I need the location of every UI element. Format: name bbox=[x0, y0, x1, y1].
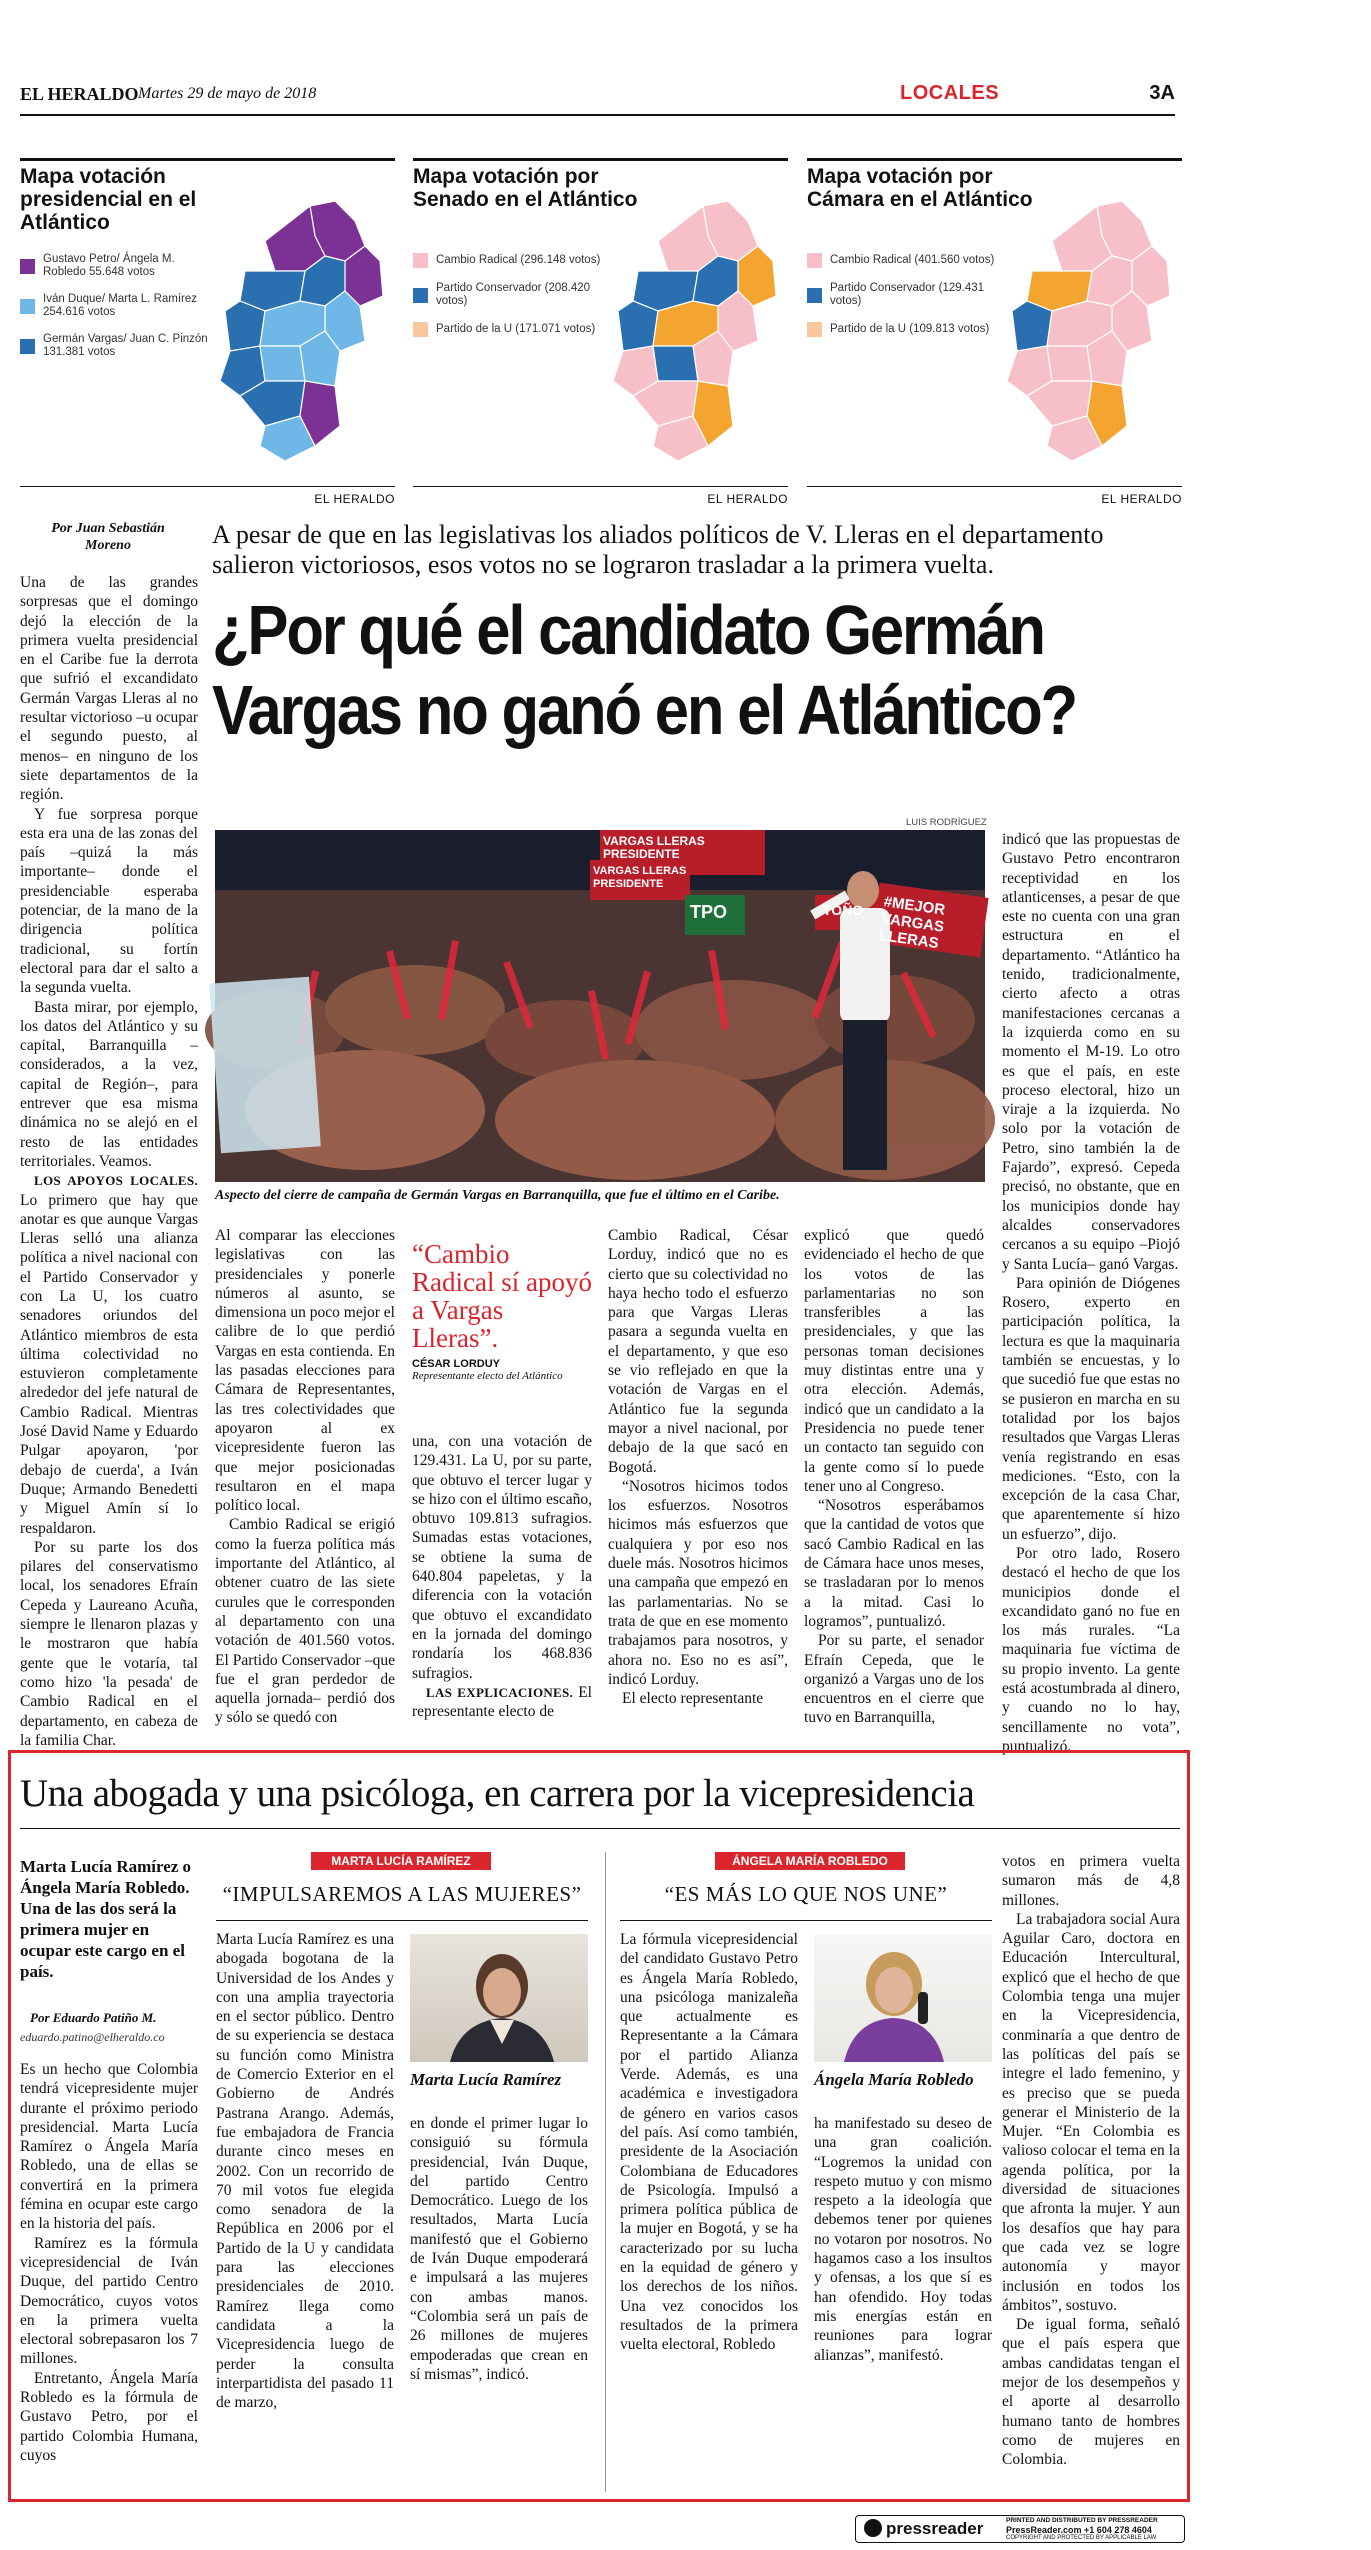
ramirez-photo bbox=[410, 1934, 588, 2062]
article-deck: A pesar de que en las legislativas los aliados políticos de V. Lleras en el departamento salieron victoriosos, esos votos no se lograron trasladar a la primera vuelta. bbox=[212, 520, 1104, 579]
atlantico-map bbox=[598, 201, 783, 466]
profile-robledo bbox=[620, 1852, 992, 2492]
profile-quote: “ES MÁS LO QUE NOS UNE” bbox=[664, 1882, 948, 1906]
municipality-region bbox=[653, 346, 698, 381]
paragraph: La trabajadora social Aura Aguilar Caro, doctora en Educación Intercultural, explicó que el hecho de que Colombia tenga una mujer en la Vicepresidencia, conminaría a que dentro de las políticas del país se integre el lado femenino, y es preciso que se pueda generar el Ministerio de la Mujer. “En Colombia es valioso colocar el tema en la agenda política, por la diversidad de situaciones que afronta la mujer. Y aun los desafíos que hay para que cada vez se logre autonomía y mayor inclusión en todos los ámbitos”, sostuvo. bbox=[1002, 1910, 1180, 2314]
newspaper-name: EL HERALDO bbox=[20, 84, 139, 104]
lead-in: LOS APOYOS LOCALES. bbox=[34, 1173, 198, 1189]
paragraph: Para opinión de Diógenes Rosero, experto en participación política, la lectura es que la maquinaria también se encuestas, y lo que sucedió fue que estas no se pusieron en marcha en su totalidad por los bajos resultados que Vargas Lleras venía registrando en esas mediciones. “Esto, con la excepción de la casa Char, que aparentemente sí hizo un esfuerzo”, dijo. bbox=[1002, 1274, 1180, 1543]
paragraph: Basta mirar, por ejemplo, los datos del Atlántico y su capital, Barranquilla –considerados, a la vez, capital de Región–, para entrever que esa misma dinámica no se alejó en el resto de las entidades territoriales. Veamos. bbox=[20, 998, 198, 1170]
paragraph: Por su parte los dos pilares del conservatismo local, los senadores Efraín Cepeda y Laureano Acuña, siempre le llenaron plazas y le mostraron que había gente que le votaría, tal como hizo 'la pesada' de Cambio Radical en el departamento, en cabeza de la familia Char. bbox=[20, 1538, 198, 1749]
photo-sign-4: TPO bbox=[690, 902, 728, 922]
pressreader-line1: PRINTED AND DISTRIBUTED BY PRESSREADER bbox=[1006, 2517, 1158, 2524]
legend-item bbox=[413, 253, 603, 268]
article2-deck: Marta Lucía Ramírez o Ángela María Robledo. Una de las dos será la primera mujer en ocupar este cargo en el país. bbox=[20, 1857, 192, 1981]
paragraph: LAS EXPLICACIONES. El representante electo de bbox=[412, 1683, 592, 1721]
byline: Por Juan Sebastián Moreno bbox=[51, 521, 165, 553]
pullquote bbox=[412, 1240, 592, 1382]
legend-label: Germán Vargas/ Juan C. Pinzón 131.381 votos bbox=[43, 333, 208, 358]
legend-swatch bbox=[807, 322, 822, 337]
profile-text-a: Marta Lucía Ramírez es una abogada bogotana de la Universidad de los Andes y con una amplia trayectoria en el sector público. Dentro de su experiencia se destaca su función como Ministra de Comercio Exterior en el Gobierno de Andrés Pastrana Arango. Además, fue embajadora de Francia durante cinco meses en 2002. Con un recorrido de 70 mil votos fue elegida como senadora de la República en 2006 por el Partido de la U y candidata para las elecciones presidenciales de 2010. Ramírez llega como candidata a la Vicepresidencia luego de perder la consulta interpartidista del pasado 11 de marzo, bbox=[216, 1931, 394, 2412]
legend-item bbox=[807, 253, 997, 268]
article2-byline: Por Eduardo Patiño M. bbox=[30, 2010, 157, 2025]
map-credit: EL HERALDO bbox=[1101, 492, 1182, 506]
legend-item bbox=[20, 293, 210, 319]
article2-col-left bbox=[20, 2060, 198, 2490]
legend-item bbox=[807, 282, 997, 308]
rule bbox=[216, 1920, 588, 1921]
paragraph: “Nosotros hicimos todos los esfuerzos. Nosotros hicimos más esfuerzos que cualquiera y por eso nos duele más. Nosotros hicimos una campaña que empezó en las parlamentarias. No se trata de que en ese momento trabajamos para nosotros, y ahora no. Eso no es así”, indicó Lorduy. bbox=[608, 1477, 788, 1688]
legend-swatch bbox=[413, 322, 428, 337]
paragraph: De igual forma, señaló que el país espera que ambas candidatas tengan el mejor de los desempeños y el aporte al desarrollo humano tanto de hombres como de mujeres en Colombia. bbox=[1002, 2316, 1180, 2469]
article2-email: eduardo.patino@elheraldo.co bbox=[20, 2030, 165, 2044]
section-label: LOCALES bbox=[900, 82, 1000, 104]
article2-col-right bbox=[1002, 1852, 1180, 2492]
photo-caption: Aspecto del cierre de campaña de Germán Vargas en Barranquilla, que fue el último en el Caribe. bbox=[215, 1188, 780, 1203]
profile-text-b: en donde el primer lugar lo consiguió su fórmula presidencial, Iván Duque, del partido Centro Democrático. Luego de los resultados, Marta Lucía manifestó que el Gobierno de Iván Duque empoderará e impulsará a las mujeres con ambas manos. “Colombia será un país de 26 millones de mujeres empoderadas que crean en sí mismas”, indicó. bbox=[410, 2115, 588, 2383]
pressreader-line2: PressReader.com +1 604 278 4604 bbox=[1006, 2525, 1152, 2535]
pullquote-name: CÉSAR LORDUY bbox=[412, 1358, 501, 1370]
municipality-region bbox=[618, 301, 658, 351]
pressreader-line3: COPYRIGHT AND PROTECTED BY APPLICABLE LAW bbox=[1006, 2535, 1157, 2541]
rule bbox=[20, 1828, 1180, 1829]
paragraph: una, con una votación de 129.431. La U, por su parte, que obtuvo el tercer lugar y se hizo con el último escaño, obtuvo 109.813 sufragios. Sumadas estas votaciones, se obtiene la suma de 640.804 papeletas, y la diferencia con la votación que obtuvo el excandidato en la jornada del domingo rondaría los 468.836 sufragios. bbox=[412, 1433, 592, 1682]
rule bbox=[620, 1920, 992, 1921]
page-number: 3A bbox=[1149, 82, 1175, 104]
map-title: Mapa votación por Senado en el Atlántico bbox=[413, 165, 638, 211]
lead-in: LAS EXPLICACIONES. bbox=[426, 1684, 579, 1700]
atlantico-map bbox=[205, 201, 390, 466]
legend-label: Partido de la U (109.813 votos) bbox=[830, 323, 990, 335]
article-headline: ¿Por qué el candidato Germán Vargas no ganó en el Atlántico? bbox=[212, 591, 1076, 749]
photo-sign-1: VARGAS LLERAS PRESIDENTE bbox=[603, 834, 705, 861]
map-panel bbox=[807, 158, 1182, 506]
paragraph: Y fue sorpresa porque esta era una de las zonas del país –quizá la más importante– donde el presidenciable esperaba potenciar, de la mano de la dirigencia política tradicional, su fortín electoral para dar el salto a la segunda vuelta. bbox=[20, 805, 198, 997]
paragraph: Entretanto, Ángela María Robledo es la fórmula de Gustavo Petro, por el partido Colombia Humana, cuyos bbox=[20, 2369, 198, 2464]
photo-sign-2: VARGAS LLERAS PRESIDENTE bbox=[593, 865, 687, 890]
paragraph: votos en primera vuelta sumaron más de 4,8 millones. bbox=[1002, 1853, 1180, 1909]
article1-col-2 bbox=[215, 1226, 395, 1726]
paragraph: explicó que quedó evidenciado el hecho de que los votos de las parlamentarias no son transferibles a las presidenciales, y que las personas toman decisiones muy distintas entre una y otra elección. Además, indicó que un candidato a la Presidencia no puede tener un contacto tan seguido con la gente como sí lo puede tener uno al Congreso. bbox=[804, 1227, 984, 1495]
legend-swatch bbox=[20, 299, 35, 314]
paragraph: Al comparar las elecciones legislativas con las presidenciales y ponerle números al asunto, se dimensiona un poco mejor el calibre de lo que perdió Vargas en esta contienda. En las pasadas elecciones para Cámara de Representantes, las tres colectividades que apoyaron al ex vicepresidente fueron las que mejor posicionadas resultaron en el mapa político local. bbox=[215, 1227, 395, 1515]
photo-name: Marta Lucía Ramírez bbox=[410, 2070, 562, 2089]
legend-swatch bbox=[20, 339, 35, 354]
legend-label: Partido Conservador (208.420 votos) bbox=[436, 282, 591, 307]
legend-item bbox=[807, 322, 997, 337]
paragraph: Cambio Radical, César Lorduy, indicó que no es cierto que su colectividad no haya hecho todo el esfuerzo para que Vargas Lleras pasara a segunda vuelta en el departamento, y que eso se vio reflejado en que la votación de Vargas en el Atlántico fue la segunda mayor a nivel nacional, por debajo de la que sacó en Bogotá. bbox=[608, 1227, 788, 1476]
legend-label: Cambio Radical (401.560 votos) bbox=[830, 254, 995, 266]
legend-label: Gustavo Petro/ Ángela M. Robledo 55.648 votos bbox=[43, 253, 175, 278]
paragraph: LOS APOYOS LOCALES. Lo primero que hay que anotar es que aunque Vargas Lleras selló una alianza política a nivel nacional con el Partido Conservador y con La U, los cuatro senadores oriundos del Atlántico miembros de esta última colectividad no estuvieron completamente alrededor del jefe natural de Cambio Radical. Mientras José David Name y Eduardo Pulgar apoyaron, 'por debajo de cuerda', a Iván Duque; Armando Benedetti y Miguel Amín sí lo respaldaron. bbox=[20, 1173, 198, 1537]
article2-headline: Una abogada y una psicóloga, en carrera por la vicepresidencia bbox=[20, 1772, 975, 1815]
legend-item bbox=[413, 282, 603, 308]
article1-col-4 bbox=[608, 1226, 788, 1726]
map-title: Mapa votación presidencial en el Atlántico bbox=[20, 165, 197, 234]
map-legend bbox=[20, 253, 210, 373]
paragraph: Una de las grandes sorpresas que el domingo dejó la elección de la primera vuelta presidencial en el Caribe fue la derrota que sufrió el excandidato Germán Vargas Lleras al no resultar victorioso –u ocupar el segundo puesto, al menos– en ninguno de los siete departamentos de la región. bbox=[20, 574, 198, 804]
profile-tag: MARTA LUCÍA RAMÍREZ bbox=[311, 1852, 491, 1870]
pullquote-role: Representante electo del Atlántico bbox=[412, 1370, 563, 1382]
issue-date: Martes 29 de mayo de 2018 bbox=[138, 85, 317, 102]
paragraph: Por otro lado, Rosero destacó el hecho de que los municipios donde el excandidato ganó no fue en los más rurales. “La maquinaria fue víctima de su propio invento. La gente está acostumbrada al dinero, y cuando no lo hay, sencillamente no vota”, puntualizó. bbox=[1002, 1544, 1180, 1755]
profile-text-a: La fórmula vicepresidencial del candidato Gustavo Petro es Ángela María Robledo, una psicóloga manizaleña que actualmente es Representante a la Cámara por el partido Alianza Verde. Además, es una académica e investigadora de género en varios casos del país. Así como también, presidente de la Asociación Colombiana de Educadores de Psicología. Impulsó a primera política pública de la mujer en Bogotá, y se ha caracterizado por su lucha en la equidad de género y los derechos de los niños. Una vez conocidos los resultados de la primera vuelta electoral, Robledo bbox=[620, 1931, 798, 2354]
legend-swatch bbox=[413, 288, 428, 303]
map-title: Mapa votación por Cámara en el Atlántico bbox=[807, 165, 1033, 211]
legend-label: Iván Duque/ Marta L. Ramírez 254.616 votos bbox=[43, 293, 198, 318]
profile-quote: “IMPULSAREMOS A LAS MUJERES” bbox=[222, 1882, 582, 1906]
article1-col-5 bbox=[804, 1226, 984, 1726]
pressreader-logo-icon bbox=[864, 2519, 882, 2537]
profile-tag: ÁNGELA MARÍA ROBLEDO bbox=[715, 1852, 905, 1870]
municipality-region bbox=[225, 301, 265, 351]
profile-ramirez bbox=[216, 1852, 588, 2492]
column-divider bbox=[605, 1852, 606, 2492]
photo-sign-3: TOÑO bbox=[823, 902, 864, 918]
pressreader-footer bbox=[855, 2515, 1185, 2543]
pullquote-text: “Cambio Radical sí apoyó a Vargas Lleras”. bbox=[412, 1239, 592, 1353]
photo-credit: LUIS RODRÍGUEZ bbox=[906, 817, 987, 828]
article1-col-right bbox=[1002, 830, 1180, 1755]
portrait-illustration bbox=[410, 1934, 588, 2062]
portrait-illustration bbox=[814, 1934, 992, 2062]
photo-sign-5: #MEJOR VARGAS LLERAS bbox=[877, 893, 947, 953]
paragraph: Es un hecho que Colombia tendrá vicepresidente mujer durante el próximo periodo presidencial. Marta Lucía Ramírez o Ángela María Robledo, una de ellas se convertirá en la primera fémina en ocupar este cargo en la historia del país. bbox=[20, 2061, 198, 2233]
legend-item bbox=[413, 322, 603, 337]
map-panel bbox=[413, 158, 788, 506]
profile-text-b: ha manifestado su deseo de una gran coalición. “Logremos la unidad con respeto mutuo y con mismo respeto a la ideología que debemos tener por quienes no votaron por nosotros. No hagamos caso a los insultos y ofensas, a los que sí es han ofendido. Hoy todas mis energías están en reuniones para lograr alianzas”, manifestó. bbox=[814, 2115, 992, 2364]
page-header bbox=[20, 82, 1175, 116]
paragraph: Por su parte, el senador Efraín Cepeda, que le organizó a Vargas uno de los encuentros en el cierre que tuvo en Barranquilla, bbox=[804, 1632, 984, 1727]
paragraph: “Nosotros esperábamos que la cantidad de votos que sacó Cambio Radical en las de Cámara hace unos meses, se trasladaran por lo menos a la mitad. Casi lo logramos”, puntualizó. bbox=[804, 1497, 984, 1630]
municipality-region bbox=[260, 346, 305, 381]
municipality-region bbox=[1047, 346, 1092, 381]
article1-col-3 bbox=[412, 1432, 592, 1726]
legend-swatch bbox=[413, 253, 428, 268]
pressreader-brand: pressreader bbox=[886, 2519, 984, 2538]
legend-item bbox=[20, 333, 210, 359]
paragraph: Ramírez es la fórmula vicepresidencial de Iván Duque, del partido Centro Democrático, cuyos votos en la primera vuelta electoral sobrepasaron los 7 millones. bbox=[20, 2234, 198, 2368]
map-panel bbox=[20, 158, 395, 506]
photo-name: Ángela María Robledo bbox=[814, 2070, 974, 2089]
robledo-photo bbox=[814, 1934, 992, 2062]
municipality-region bbox=[1012, 301, 1052, 351]
paragraph: Cambio Radical se erigió como la fuerza política más importante del Atlántico, al obtener cuatro de las siete curules que le corresponden al departamento con una votación de 401.560 votos. El Partido Conservador –que fue el gran perdedor de aquella jornada– perdió dos y sólo se quedó con bbox=[215, 1516, 395, 1727]
campaign-photo bbox=[215, 830, 985, 1182]
legend-label: Partido Conservador (129.431 votos) bbox=[830, 282, 985, 307]
paragraph: El electo representante bbox=[622, 1690, 764, 1708]
atlantico-map bbox=[992, 201, 1177, 466]
legend-label: Partido de la U (171.071 votos) bbox=[436, 323, 596, 335]
map-legend bbox=[413, 253, 603, 351]
legend-swatch bbox=[807, 288, 822, 303]
paragraph: indicó que las propuestas de Gustavo Petro encontraron receptividad en los atlanticenses, a pesar de que este no cuenta con una gran estructura en el departamento. “Atlántico ha tenido, tradicionalmente, cierto afecto a otras manifestaciones cercanas a la izquierda como en su momento el M-19. Lo otro es que el país, en este proceso electoral, hizo un viraje a la izquierda. No solo por la votación de Petro, sino también la de Fajardo”, expresó. Cepeda precisó, no obstante, que en los municipios donde hay alcaldes conservadores cercanos a su equipo –Piojó y Santa Lucía– ganó Vargas. bbox=[1002, 831, 1180, 1273]
map-legend bbox=[807, 253, 997, 351]
legend-swatch bbox=[20, 259, 35, 274]
legend-label: Cambio Radical (296.148 votos) bbox=[436, 254, 601, 266]
map-credit: EL HERALDO bbox=[707, 492, 788, 506]
article1-col-left bbox=[20, 573, 198, 1749]
map-credit: EL HERALDO bbox=[314, 492, 395, 506]
legend-item bbox=[20, 253, 210, 279]
legend-swatch bbox=[807, 253, 822, 268]
